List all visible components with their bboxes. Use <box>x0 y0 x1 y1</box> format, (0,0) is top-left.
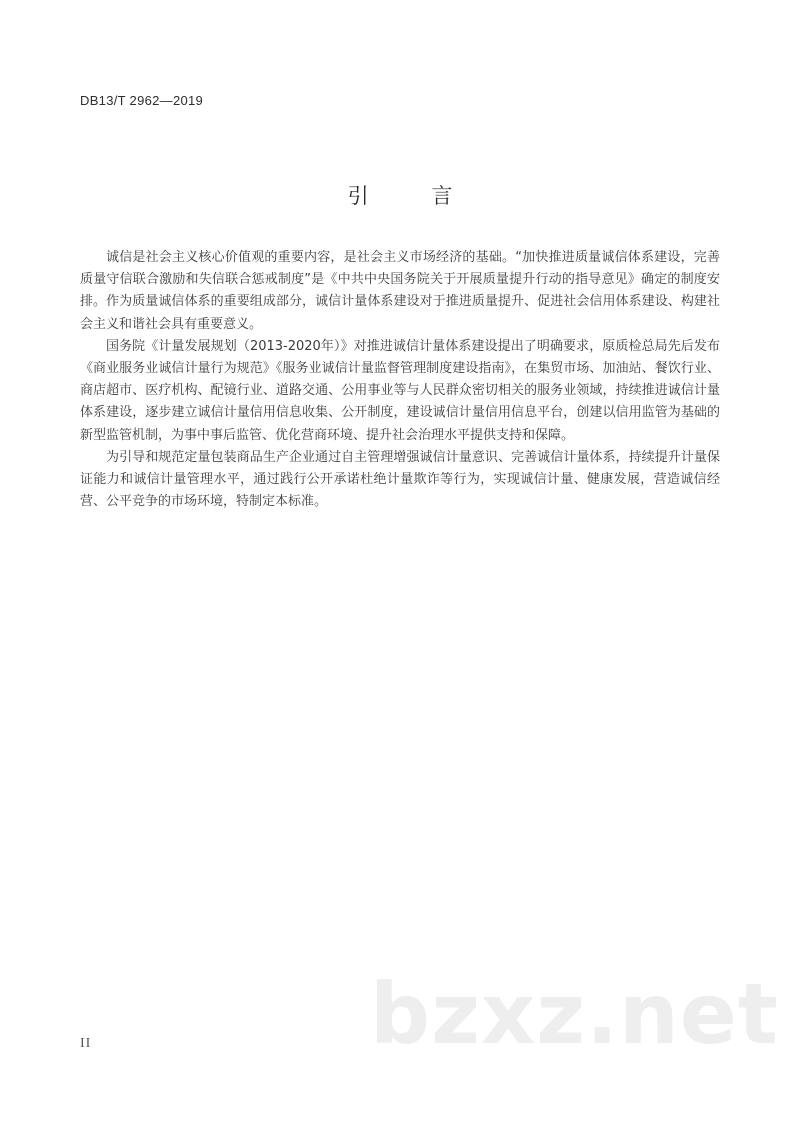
watermark: bzxz.net <box>370 965 779 1063</box>
page-title: 引 言 <box>347 184 481 208</box>
paragraph-2: 国务院《计量发展规划（2013-2020年）》对推进诚信计量体系建设提出了明确要求，原质检总局先后发布《商业服务业诚信计量行为规范》《服务业诚信计量监督管理制度建设指南》，在集贸市场、加油站、餐饮行业、商店超市、医疗机构、配镜行业、道路交通、公用事业等与人民群众密切相关的服务业领域，持续推进诚信计量体系建设，逐步建立诚信计量信用信息收集、公开制度，建设诚信计量信用信息平台，创建以信用监管为基础的新型监管机制，为事中事后监管、优化营商环境、提升社会治理水平提供支持和保障。 <box>80 338 720 443</box>
standard-code: DB13/T 2962—2019 <box>80 93 204 108</box>
paragraph-1: 诚信是社会主义核心价值观的重要内容，是社会主义市场经济的基础。“加快推进质量诚信体系建设，完善质量守信联合激励和失信联合惩戒制度”是《中共中央国务院关于开展质量提升行动的指导意见》确定的制度安排。作为质量诚信体系的重要组成部分，诚信计量体系建设对于推进质量提升、促进社会信用体系建设、构建社会主义和谐社会具有重要意义。 <box>80 250 720 332</box>
paragraph-3: 为引导和规范定量包装商品生产企业通过自主管理增强诚信计量意识、完善诚信计量体系，持续提升计量保证能力和诚信计量管理水平，通过践行公开承诺杜绝计量欺诈等行为，实现诚信计量、健康发展，营造诚信经营、公平竞争的市场环境，特制定本标准。 <box>80 449 720 510</box>
page-number: II <box>80 1036 92 1051</box>
body-text <box>80 247 720 513</box>
